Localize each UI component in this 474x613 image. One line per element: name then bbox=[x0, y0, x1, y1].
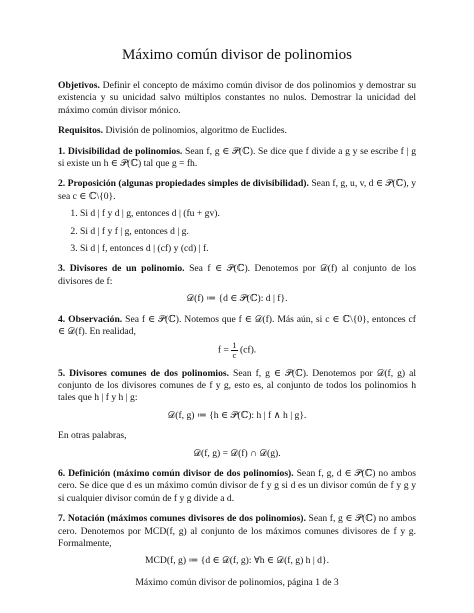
section-5-text2: En otras palabras, bbox=[58, 430, 127, 442]
section-3-heading: 3. Divisores de un polinomio. bbox=[58, 263, 185, 275]
page-footer: Máximo común divisor de polinomios, página 1 de 3 bbox=[135, 577, 339, 588]
section-5-formula-2: 𝒟(f, g) = 𝒟(f) ∩ 𝒟(g). bbox=[193, 447, 281, 459]
requisitos-text: División de polinomios, algoritmo de Euclides. bbox=[105, 125, 287, 137]
section-4-text: Sea f ∈ 𝒫(ℂ). Notemos que f ∈ 𝒟(f). Más aún, si c ∈ ℂ\{0}, entonces cf ∈ 𝒟(f). En realidad, bbox=[58, 313, 416, 338]
list-item: 3. Si d | f, entonces d | (cf) y (cd) | f. bbox=[80, 243, 416, 255]
section-2-list bbox=[58, 208, 416, 255]
section-2-heading: 2. Proposición (algunas propiedades simples de divisibilidad). bbox=[58, 178, 309, 190]
fraction bbox=[231, 341, 237, 360]
section-7-formula: MCD(f, g) ≔ {d ∈ 𝒟(f, g): ∀h ∈ 𝒟(f, g) h | d}. bbox=[145, 555, 329, 567]
section-2 bbox=[58, 178, 416, 203]
section-1-text: Sean f, g ∈ 𝒫(ℂ). Se dice que f divide a g y se escribe f | g si existe un h ∈ 𝒫(ℂ) tal que g = fh. bbox=[58, 145, 416, 170]
section-1 bbox=[58, 146, 416, 171]
requisitos-label: Requisitos. bbox=[58, 125, 104, 137]
objetivos-label: Objetivos. bbox=[58, 80, 100, 91]
objetivos-paragraph bbox=[58, 80, 416, 117]
section-5 bbox=[58, 368, 416, 405]
formula-right: (cf). bbox=[239, 344, 257, 356]
section-7 bbox=[58, 513, 416, 550]
section-2-text: Sean f, g, u, v, d ∈ 𝒫(ℂ), y sea c ∈ ℂ\{0}. bbox=[58, 178, 416, 202]
section-4-heading: 4. Observación. bbox=[58, 313, 123, 325]
section-5-text: Sean f, g ∈ 𝒫(ℂ). Denotemos por 𝒟(f, g) al conjunto de los divisores comunes de f y g, esto es, al conjunto de todos los polinomios h tales que h | f y h | g: bbox=[58, 367, 416, 404]
formula-left: f = bbox=[217, 344, 229, 356]
section-5-formula: 𝒟(f, g) ≔ {h ∈ 𝒫(ℂ): h | f ∧ h | g}. bbox=[167, 409, 307, 421]
section-6-heading: 6. Definición (máximo común divisor de dos polinomios). bbox=[58, 467, 294, 479]
section-6-text: Sean f, g, d ∈ 𝒫(ℂ) no ambos cero. Se dice que d es un máximo común divisor de f y g si d es un divisor común de f y g y si cualquier divisor común de f y g divide a d. bbox=[58, 467, 416, 504]
fraction-denominator: c bbox=[232, 349, 237, 360]
requisitos-paragraph bbox=[58, 125, 416, 137]
section-1-heading: 1. Divisibilidad de polinomios. bbox=[58, 145, 183, 157]
section-3 bbox=[58, 263, 416, 288]
section-5-heading: 5. Divisores comunes de dos polinomios. bbox=[58, 367, 230, 379]
list-item: 1. Si d | f y d | g, entonces d | (fu + gv). bbox=[80, 208, 416, 220]
fraction-numerator: 1 bbox=[232, 339, 237, 350]
document-title: Máximo común divisor de polinomios bbox=[122, 47, 352, 63]
section-7-heading: 7. Notación (máximos comunes divisores de dos polinomios). bbox=[58, 513, 306, 525]
objetivos-text: Definir el concepto de máximo común divisor de dos polinomios y demostrar su existencia y su unicidad salvo múltiplos constantes no nulos. Demostrar la unicidad del máximo común divisor mónico. bbox=[58, 80, 417, 116]
section-4-formula bbox=[58, 341, 416, 360]
section-4 bbox=[58, 314, 416, 339]
section-3-formula: 𝒟(f) ≔ {d ∈ 𝒫(ℂ): d | f}. bbox=[186, 293, 288, 305]
section-3-text: Sea f ∈ 𝒫(ℂ). Denotemos por 𝒟(f) al conjunto de los divisores de f: bbox=[58, 263, 416, 287]
section-6 bbox=[58, 468, 416, 505]
list-item: 2. Si d | f y f | g, entonces d | g. bbox=[80, 226, 416, 238]
section-7-text: Sean f, g ∈ 𝒫(ℂ) no ambos cero. Denotemos por MCD(f, g) al conjunto de los máximos comunes divisores de f y g. Formalmente, bbox=[58, 513, 416, 549]
